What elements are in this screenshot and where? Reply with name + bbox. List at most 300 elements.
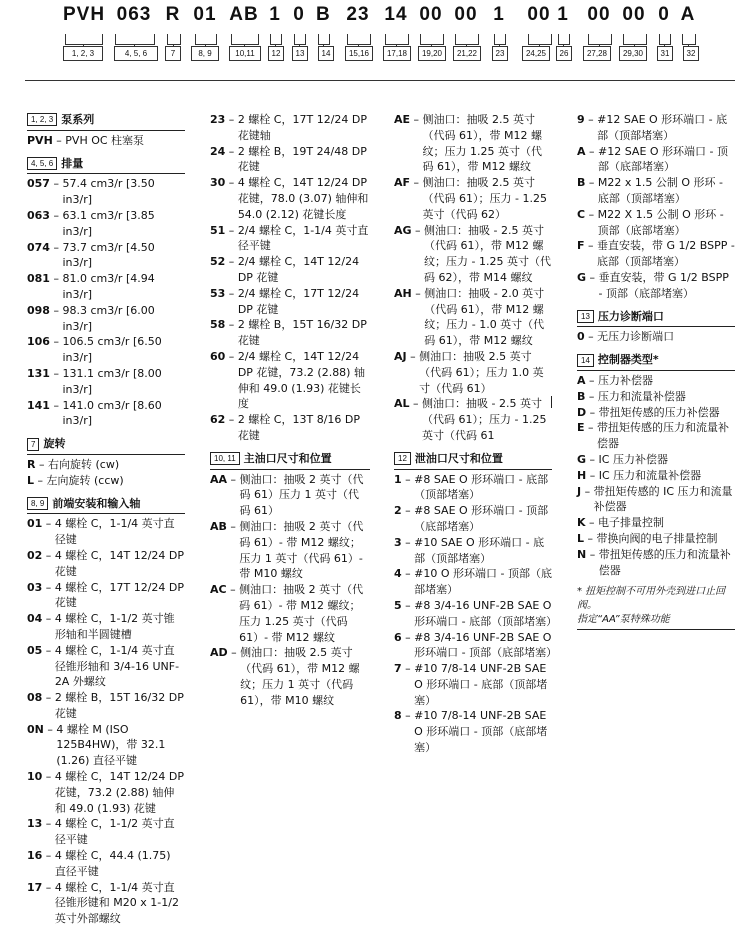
position-reference-box: 31 [657, 46, 673, 61]
option-section [27, 112, 185, 149]
section-ref-box: 10, 11 [210, 452, 240, 465]
option-description: IC 压力补偿器 [598, 452, 668, 466]
section-heading [27, 496, 185, 515]
option-item [394, 566, 552, 598]
option-code: 05 [27, 643, 43, 657]
option-item [27, 548, 185, 580]
option-item [210, 645, 370, 708]
dash: – [409, 397, 423, 411]
option-item [27, 848, 185, 880]
dash: – [42, 880, 55, 894]
dash: – [401, 662, 415, 676]
model-code-segment: 23 [346, 4, 370, 25]
option-description: 2 螺栓 B，15T 16/32 DP 花键 [54, 691, 184, 720]
dash: – [49, 303, 63, 317]
dash: – [584, 239, 598, 253]
dash: – [584, 330, 598, 344]
option-code: 0N [27, 722, 44, 736]
option-item [577, 405, 735, 421]
option-description: 2/4 螺栓 C，14T 12/24 DP 花键，73.2 (2.88) 轴伸和 49.0 (1.93) 花键长度 [237, 349, 365, 411]
dash: – [42, 612, 55, 626]
option-item [27, 516, 185, 548]
text-cursor [551, 396, 552, 408]
option-item [394, 396, 552, 443]
position-reference-box: 19,20 [418, 46, 446, 61]
option-section [27, 436, 185, 488]
option-item [577, 112, 735, 144]
option-item [210, 317, 370, 349]
model-code-segment: A [680, 4, 696, 25]
option-section [210, 451, 370, 709]
option-description: 131.1 cm3/r [8.00 in3/r] [62, 366, 162, 396]
model-code-segment: 0 [293, 4, 305, 25]
model-code-segment: AB [229, 4, 259, 25]
option-item [394, 598, 558, 630]
option-description: 压力和流量补偿器 [597, 389, 686, 403]
option-code: R [27, 457, 36, 471]
section-heading [27, 112, 185, 131]
option-item [210, 286, 370, 318]
dash: – [581, 484, 594, 498]
option-item [210, 175, 370, 222]
section-heading [210, 451, 370, 470]
option-description: #10 7/8-14 UNF-2B SAE O 形环端口 - 底部（顶部堵塞） [414, 662, 548, 707]
footnote: * 扭矩控制不可用外壳到进口止回阀。 [577, 586, 726, 612]
option-code: AB [210, 519, 227, 533]
option-item [577, 420, 735, 452]
option-section [27, 496, 185, 928]
option-code: 13 [27, 817, 43, 831]
dash: – [49, 208, 63, 222]
option-code: 4 [394, 567, 402, 581]
option-description: IC 压力和流量补偿器 [598, 468, 702, 482]
option-description: #12 SAE O 形环端口 - 顶部（底部堵塞） [598, 144, 729, 174]
option-code: D [577, 405, 587, 419]
dash: – [52, 133, 66, 147]
option-code: AC [210, 583, 227, 597]
column-2 [210, 112, 370, 715]
dash: – [584, 421, 598, 435]
position-reference-box: 32 [683, 46, 699, 61]
option-code: L [27, 473, 35, 487]
option-description: 侧油口：抽吸 2 英寸（代码 61）- 带 M12 螺纹；压力 1.25 英寸（代码 61）- 带 M12 螺纹 [239, 583, 364, 644]
dash: – [42, 691, 55, 705]
option-description: 57.4 cm3/r [3.50 in3/r] [62, 177, 155, 207]
option-description: M22 x 1.5 公制 O 形环 - 底部（顶部堵塞） [597, 176, 723, 205]
dash: – [401, 504, 415, 518]
option-code: 53 [210, 286, 226, 300]
option-description: 侧油口：抽吸 2 英寸（代码 61）压力 1 英寸（代码 61） [239, 472, 364, 518]
option-item [577, 175, 735, 207]
option-item [27, 334, 185, 366]
option-code: 0 [577, 330, 585, 344]
option-code: 51 [210, 223, 226, 237]
dash: – [406, 349, 420, 363]
option-description: 侧油口：抽吸 2 英寸（代码 61）- 带 M12 螺纹；压力 1 英寸（代码 61）- 带 M10 螺纹 [239, 519, 364, 581]
option-code: AD [210, 646, 228, 660]
option-description: M22 X 1.5 公制 O 形环 - 顶部（底部堵塞） [597, 207, 724, 237]
section-heading [577, 352, 735, 371]
model-code-segment: 00 [622, 4, 646, 25]
dash: – [35, 457, 48, 471]
dash: – [401, 567, 415, 581]
option-code: AJ [394, 349, 407, 363]
option-code: 6 [394, 630, 402, 644]
option-code: 131 [27, 366, 50, 380]
option-item [27, 366, 185, 398]
dash: – [225, 223, 238, 237]
section-ref-box: 12 [394, 452, 411, 465]
option-description: 4 螺栓 C，1-1/4 英寸直径锥形键和 M20 x 1-1/2 英寸外部螺纹 [54, 880, 179, 926]
code-bracket [231, 34, 259, 45]
option-item [210, 412, 370, 444]
column-1 [27, 112, 185, 934]
option-code: 60 [210, 349, 226, 363]
option-description: 4 螺栓 C，1-1/4 英寸直径键 [54, 517, 175, 547]
section-title: 排量 [61, 156, 84, 170]
model-code-segment: 1 [269, 4, 281, 25]
option-description: 带换向阀的电子排量控制 [596, 531, 718, 545]
option-description: #8 3/4-16 UNF-2B SAE O 形环端口 - 底部（顶部堵塞） [414, 598, 558, 628]
dash: – [227, 472, 240, 486]
option-description: 垂直安装，带 G 1/2 BSPP - 底部（顶部堵塞） [597, 239, 735, 269]
option-code: H [577, 468, 587, 482]
option-item [394, 175, 552, 222]
dash: – [586, 468, 599, 482]
dash: – [401, 472, 415, 486]
option-item [27, 643, 185, 690]
option-description: 2 螺栓 C，17T 12/24 DP 花键轴 [237, 113, 367, 142]
option-item [394, 535, 552, 567]
model-code-segment: B [316, 4, 331, 25]
position-reference-box: 24,25 [522, 46, 550, 61]
option-item [27, 880, 185, 927]
option-description: #10 SAE O 形环端口 - 底部（顶部堵塞） [414, 535, 545, 565]
option-item [394, 503, 552, 535]
option-item [394, 708, 552, 755]
section-heading [577, 309, 735, 328]
option-code: 04 [27, 612, 43, 626]
section-title: 泄油口尺寸和位置 [414, 451, 503, 465]
option-code: E [577, 421, 585, 435]
dash: – [585, 389, 598, 403]
option-description: #12 SAE O 形环端口 - 底部（顶部堵塞） [597, 113, 728, 142]
option-code: 08 [27, 691, 43, 705]
option-section [394, 451, 558, 756]
section-ref-box: 13 [577, 310, 594, 323]
code-bracket [195, 34, 217, 45]
option-code: 106 [27, 335, 50, 349]
option-code: B [577, 176, 586, 190]
dash: – [585, 516, 599, 530]
option-code: B [577, 389, 586, 403]
dash: – [225, 113, 238, 126]
option-item [27, 271, 185, 303]
option-item [577, 531, 735, 547]
option-description: 4 螺栓 C，14T 12/24 DP 花键 [54, 548, 184, 578]
model-code-segment: 00 [587, 4, 611, 25]
position-reference-box: 12 [268, 46, 284, 61]
position-reference-box: 29,30 [619, 46, 647, 61]
option-code: 141 [27, 398, 50, 412]
option-item [577, 207, 735, 239]
section-ref-box: 1, 2, 3 [27, 113, 57, 126]
position-reference-box: 27,28 [583, 46, 611, 61]
model-code-segment: 14 [384, 4, 408, 25]
option-description: 141.0 cm3/r [8.60 in3/r] [62, 398, 162, 428]
position-reference-box: 15,16 [345, 46, 373, 61]
option-code: 01 [27, 517, 43, 531]
option-item [394, 630, 558, 662]
option-description: 垂直安装，带 G 1/2 BSPP - 顶部（底部堵塞） [598, 270, 729, 300]
option-description: 4 螺栓 C，1-1/2 英寸直径平键 [54, 817, 175, 847]
option-description: 侧油口：抽吸 2.5 英寸（代码 61），带 M12 螺纹；压力 1.25 英寸（代码 61），带 M12 螺纹 [422, 113, 543, 174]
option-code: J [577, 484, 582, 498]
dash: – [34, 473, 47, 487]
option-item [210, 519, 370, 582]
dash: – [42, 770, 55, 784]
option-code: A [577, 373, 586, 387]
position-reference-box: 7 [165, 46, 181, 61]
option-item [27, 303, 185, 335]
option-description: #8 SAE O 形环端口 - 底部（顶部堵塞） [414, 472, 549, 502]
model-code-segment: 1 [557, 4, 569, 25]
option-description: 73.7 cm3/r [4.50 in3/r] [62, 240, 155, 270]
dash: – [585, 207, 598, 221]
option-description: 带扭矩传感的压力和流量补偿器 [598, 547, 731, 577]
option-description: 带扭矩传感的压力和流量补偿器 [597, 421, 730, 451]
option-item [210, 144, 370, 176]
option-section [577, 309, 735, 346]
option-description: 侧油口：抽吸 - 2.0 英寸（代码 61），带 M12 螺纹；压力 - 1.0 英寸（代码 61），带 M12 螺纹 [424, 286, 545, 348]
dash: – [226, 583, 240, 597]
option-description: 4 螺栓 C，44.4 (1.75) 直径平键 [54, 849, 171, 878]
option-description: 右向旋转 (cw) [47, 457, 120, 471]
dash: – [401, 630, 415, 644]
option-code: 03 [27, 580, 43, 594]
option-item [577, 452, 735, 468]
option-item [210, 349, 370, 412]
dash: – [225, 144, 238, 158]
option-item [394, 661, 552, 708]
option-item [577, 329, 735, 345]
option-description: 电子排量控制 [598, 516, 665, 530]
position-reference-box: 21,22 [453, 46, 481, 61]
option-section [27, 156, 185, 430]
option-item [577, 373, 735, 389]
option-item [577, 144, 735, 176]
option-description: 左向旋转 (ccw) [46, 473, 124, 487]
model-code-segment: 0 [658, 4, 670, 25]
code-bracket [294, 34, 306, 45]
dash: – [585, 144, 599, 158]
dash: – [227, 646, 241, 660]
option-list [394, 112, 552, 444]
code-bracket [385, 34, 409, 45]
dash: – [411, 223, 425, 237]
dash: – [49, 335, 63, 349]
option-description: 侧油口：抽吸 2.5 英寸（代码 61）；压力 - 1.25 英寸（代码 62） [422, 176, 547, 221]
position-reference-box: 17,18 [383, 46, 411, 61]
option-code: 8 [394, 709, 402, 723]
model-code-segment: 00 [527, 4, 551, 25]
option-item [27, 611, 185, 643]
option-description: #10 7/8-14 UNF-2B SAE O 形环端口 - 顶部（底部堵塞） [414, 709, 548, 755]
model-code-segment: 00 [419, 4, 443, 25]
dash: – [225, 286, 238, 300]
option-description: 无压力诊断端口 [597, 330, 675, 344]
option-description: 98.3 cm3/r [6.00 in3/r] [62, 303, 155, 333]
dash: – [401, 598, 415, 612]
dash: – [225, 176, 238, 190]
option-code: F [577, 239, 585, 253]
section-title: 主油口尺寸和位置 [243, 451, 332, 465]
option-description: #8 3/4-16 UNF-2B SAE O 形环端口 - 顶部（底部堵塞） [414, 630, 558, 660]
dash: – [43, 722, 57, 736]
option-code: A [577, 144, 586, 158]
section-title: 前端安装和输入轴 [52, 496, 141, 510]
option-item [210, 582, 370, 645]
position-reference-box: 13 [292, 46, 308, 61]
option-item [394, 112, 552, 175]
option-item [27, 133, 185, 149]
option-item [210, 223, 370, 255]
section-ref-box: 8, 9 [27, 497, 48, 510]
option-code: C [577, 207, 586, 221]
option-code: 098 [27, 303, 50, 317]
code-bracket [65, 34, 103, 45]
code-bracket [420, 34, 444, 45]
section-ref-box: 4, 5, 6 [27, 157, 57, 170]
footnote: 指定“AA”泵特殊功能 [577, 614, 670, 626]
section-title: 泵系列 [61, 113, 95, 126]
option-item [27, 398, 185, 430]
code-bracket [167, 34, 181, 45]
option-code: AG [394, 223, 412, 237]
model-code-segment: PVH [63, 4, 106, 25]
column-3 [394, 112, 558, 763]
section-ref-box: 7 [27, 438, 39, 451]
option-item [577, 468, 735, 484]
option-code: 7 [394, 662, 402, 676]
option-code: G [577, 452, 587, 466]
option-item [394, 349, 552, 396]
option-description: #8 SAE O 形环端口 - 顶部（底部堵塞） [414, 504, 549, 533]
position-reference-box: 8, 9 [191, 46, 219, 61]
option-code: 2 [394, 504, 402, 518]
option-item [27, 722, 185, 769]
dash: – [401, 535, 415, 549]
dash: – [42, 817, 55, 831]
position-reference-box: 26 [556, 46, 572, 61]
section-ref-box: 14 [577, 354, 594, 367]
option-code: AF [394, 176, 411, 190]
option-description: PVH OC 柱塞泵 [65, 133, 145, 147]
dash: – [226, 519, 240, 533]
option-item [27, 208, 185, 240]
option-code: 063 [27, 208, 50, 222]
option-code: 62 [210, 413, 226, 427]
dash: – [410, 113, 423, 126]
option-item [27, 690, 185, 722]
option-item [27, 580, 185, 612]
model-code-row [0, 4, 750, 30]
dash: – [584, 113, 598, 126]
option-description: 2/4 螺栓 C，1-1/4 英寸直径平键 [237, 223, 369, 253]
dash: – [225, 255, 238, 269]
option-code: 52 [210, 255, 226, 269]
code-bracket [115, 34, 155, 45]
dash: – [42, 643, 55, 657]
position-reference-box: 10,11 [229, 46, 261, 61]
section-title: 控制器类型* [597, 353, 659, 367]
option-code: PVH [27, 133, 53, 147]
option-code: 074 [27, 240, 50, 254]
option-item [27, 457, 185, 473]
section-heading [394, 451, 552, 470]
option-code: 30 [210, 176, 226, 190]
option-description: 压力补偿器 [598, 373, 654, 387]
option-item [577, 270, 735, 302]
footnotes [577, 585, 735, 630]
dash: – [225, 413, 238, 427]
column-4 [577, 112, 735, 630]
divider [25, 80, 735, 81]
option-item [27, 473, 185, 489]
dash: – [49, 177, 63, 191]
dash: – [42, 580, 55, 594]
option-code: AH [394, 286, 412, 300]
code-bracket [347, 34, 371, 45]
option-description: 4 螺栓 M (ISO 125B4HW)，带 32.1 (1.26) 直径平键 [56, 722, 166, 768]
dash: – [49, 240, 63, 254]
model-code-segment: 063 [116, 4, 152, 25]
option-description: 63.1 cm3/r [3.85 in3/r] [62, 208, 155, 238]
dash: – [401, 709, 415, 723]
option-section [577, 352, 735, 578]
option-description: 4 螺栓 C，1-1/4 英寸直径锥形轴和 3/4-16 UNF-2A 外螺纹 [54, 643, 180, 689]
dash: – [586, 547, 599, 561]
dash: – [585, 373, 599, 387]
code-bracket [270, 34, 282, 45]
option-item [577, 484, 735, 516]
code-bracket [682, 34, 696, 45]
section-title: 压力诊断端口 [597, 309, 664, 323]
option-code: 10 [27, 770, 43, 784]
option-item [577, 515, 735, 531]
dash: – [225, 349, 238, 363]
dash: – [410, 176, 423, 190]
option-list [577, 112, 735, 302]
option-code: 9 [577, 113, 585, 126]
code-bracket [455, 34, 479, 45]
option-code: 16 [27, 849, 43, 863]
position-reference-box: 14 [318, 46, 334, 61]
dash: – [42, 548, 55, 562]
dash: – [225, 318, 238, 332]
option-item [394, 472, 552, 504]
code-bracket [494, 34, 506, 45]
option-item [577, 547, 735, 579]
dash: – [411, 286, 425, 300]
option-code: K [577, 516, 586, 530]
section-title: 旋转 [43, 437, 66, 451]
option-code: G [577, 270, 587, 284]
option-code: 17 [27, 880, 43, 894]
option-description: #10 O 形环端口 - 顶部（底部堵塞） [414, 567, 552, 597]
option-code: 3 [394, 535, 402, 549]
position-reference-box: 4, 5, 6 [114, 46, 158, 61]
